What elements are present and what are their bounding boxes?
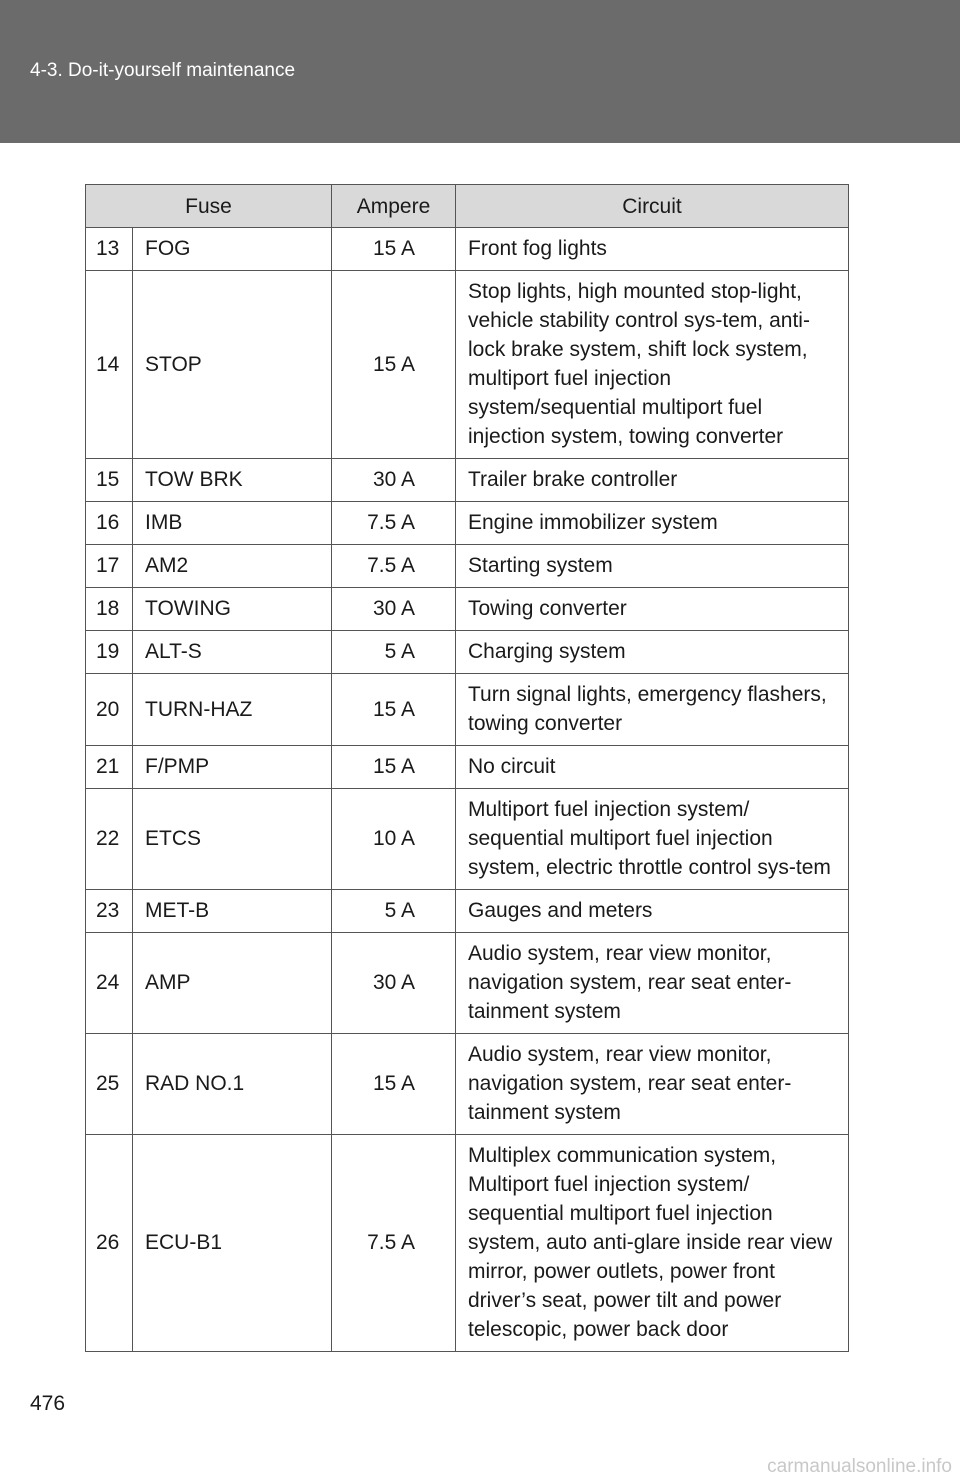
fuse-ampere: 7.5 A — [332, 1135, 456, 1352]
fuse-name: ECU-B1 — [133, 1135, 332, 1352]
watermark: carmanualsonline.info — [767, 1456, 952, 1477]
fuse-ampere: 7.5 A — [332, 502, 456, 545]
fuse-circuit: Stop lights, high mounted stop-light, vehicle stability control sys-tem, anti-lock brake system, shift lock system, multiport fuel injection system/sequential multiport fuel injection system, towing converter — [456, 271, 849, 459]
fuse-name: ALT-S — [133, 631, 332, 674]
table-row — [86, 545, 849, 588]
fuse-circuit: Starting system — [456, 545, 849, 588]
fuse-table — [85, 184, 849, 1352]
fuse-name: ETCS — [133, 789, 332, 890]
column-header-fuse: Fuse — [86, 185, 332, 228]
fuse-ampere: 15 A — [332, 271, 456, 459]
table-row — [86, 271, 849, 459]
fuse-number: 13 — [86, 228, 133, 271]
fuse-number: 26 — [86, 1135, 133, 1352]
page-number: 476 — [30, 1392, 66, 1415]
table-row — [86, 933, 849, 1034]
table-row — [86, 1034, 849, 1135]
fuse-name: AMP — [133, 933, 332, 1034]
fuse-circuit: Gauges and meters — [456, 890, 849, 933]
fuse-name: RAD NO.1 — [133, 1034, 332, 1135]
fuse-ampere: 5 A — [332, 890, 456, 933]
fuse-ampere: 7.5 A — [332, 545, 456, 588]
table-row — [86, 1135, 849, 1352]
fuse-number: 14 — [86, 271, 133, 459]
fuse-number: 24 — [86, 933, 133, 1034]
fuse-number: 20 — [86, 674, 133, 746]
fuse-ampere: 15 A — [332, 674, 456, 746]
table-header-row — [86, 185, 849, 228]
fuse-name: TOWING — [133, 588, 332, 631]
fuse-ampere: 30 A — [332, 459, 456, 502]
section-header-band — [0, 0, 960, 143]
fuse-number: 22 — [86, 789, 133, 890]
fuse-ampere: 30 A — [332, 588, 456, 631]
fuse-ampere: 5 A — [332, 631, 456, 674]
column-header-ampere: Ampere — [332, 185, 456, 228]
fuse-circuit: Front fog lights — [456, 228, 849, 271]
fuse-circuit: Engine immobilizer system — [456, 502, 849, 545]
table-row — [86, 789, 849, 890]
table-row — [86, 674, 849, 746]
fuse-circuit: Audio system, rear view monitor, navigation system, rear seat enter-tainment system — [456, 1034, 849, 1135]
table-row — [86, 228, 849, 271]
fuse-circuit: Charging system — [456, 631, 849, 674]
fuse-circuit: Multiport fuel injection system/ sequential multiport fuel injection system, electric throttle control sys-tem — [456, 789, 849, 890]
table-row — [86, 459, 849, 502]
fuse-circuit: Multiplex communication system, Multiport fuel injection system/ sequential multiport fuel injection system, auto anti-glare inside rear view mirror, power outlets, power front driver’s seat, power tilt and power telescopic, power back door — [456, 1135, 849, 1352]
fuse-name: STOP — [133, 271, 332, 459]
fuse-ampere: 15 A — [332, 1034, 456, 1135]
fuse-name: MET-B — [133, 890, 332, 933]
fuse-name: AM2 — [133, 545, 332, 588]
column-header-circuit: Circuit — [456, 185, 849, 228]
fuse-circuit: Turn signal lights, emergency flashers, towing converter — [456, 674, 849, 746]
table-row — [86, 631, 849, 674]
section-title: 4-3. Do-it-yourself maintenance — [30, 60, 296, 81]
fuse-number: 21 — [86, 746, 133, 789]
fuse-number: 23 — [86, 890, 133, 933]
fuse-circuit: Audio system, rear view monitor, navigation system, rear seat enter-tainment system — [456, 933, 849, 1034]
fuse-circuit: Towing converter — [456, 588, 849, 631]
fuse-circuit: No circuit — [456, 746, 849, 789]
table-row — [86, 588, 849, 631]
fuse-name: IMB — [133, 502, 332, 545]
fuse-number: 17 — [86, 545, 133, 588]
fuse-name: TOW BRK — [133, 459, 332, 502]
fuse-ampere: 30 A — [332, 933, 456, 1034]
fuse-number: 19 — [86, 631, 133, 674]
fuse-ampere: 10 A — [332, 789, 456, 890]
fuse-name: TURN-HAZ — [133, 674, 332, 746]
fuse-circuit: Trailer brake controller — [456, 459, 849, 502]
fuse-ampere: 15 A — [332, 228, 456, 271]
fuse-number: 25 — [86, 1034, 133, 1135]
table-row — [86, 746, 849, 789]
fuse-number: 18 — [86, 588, 133, 631]
fuse-number: 15 — [86, 459, 133, 502]
fuse-table-body — [86, 228, 849, 1352]
table-row — [86, 890, 849, 933]
fuse-name: F/PMP — [133, 746, 332, 789]
fuse-name: FOG — [133, 228, 332, 271]
fuse-ampere: 15 A — [332, 746, 456, 789]
table-row — [86, 502, 849, 545]
fuse-number: 16 — [86, 502, 133, 545]
